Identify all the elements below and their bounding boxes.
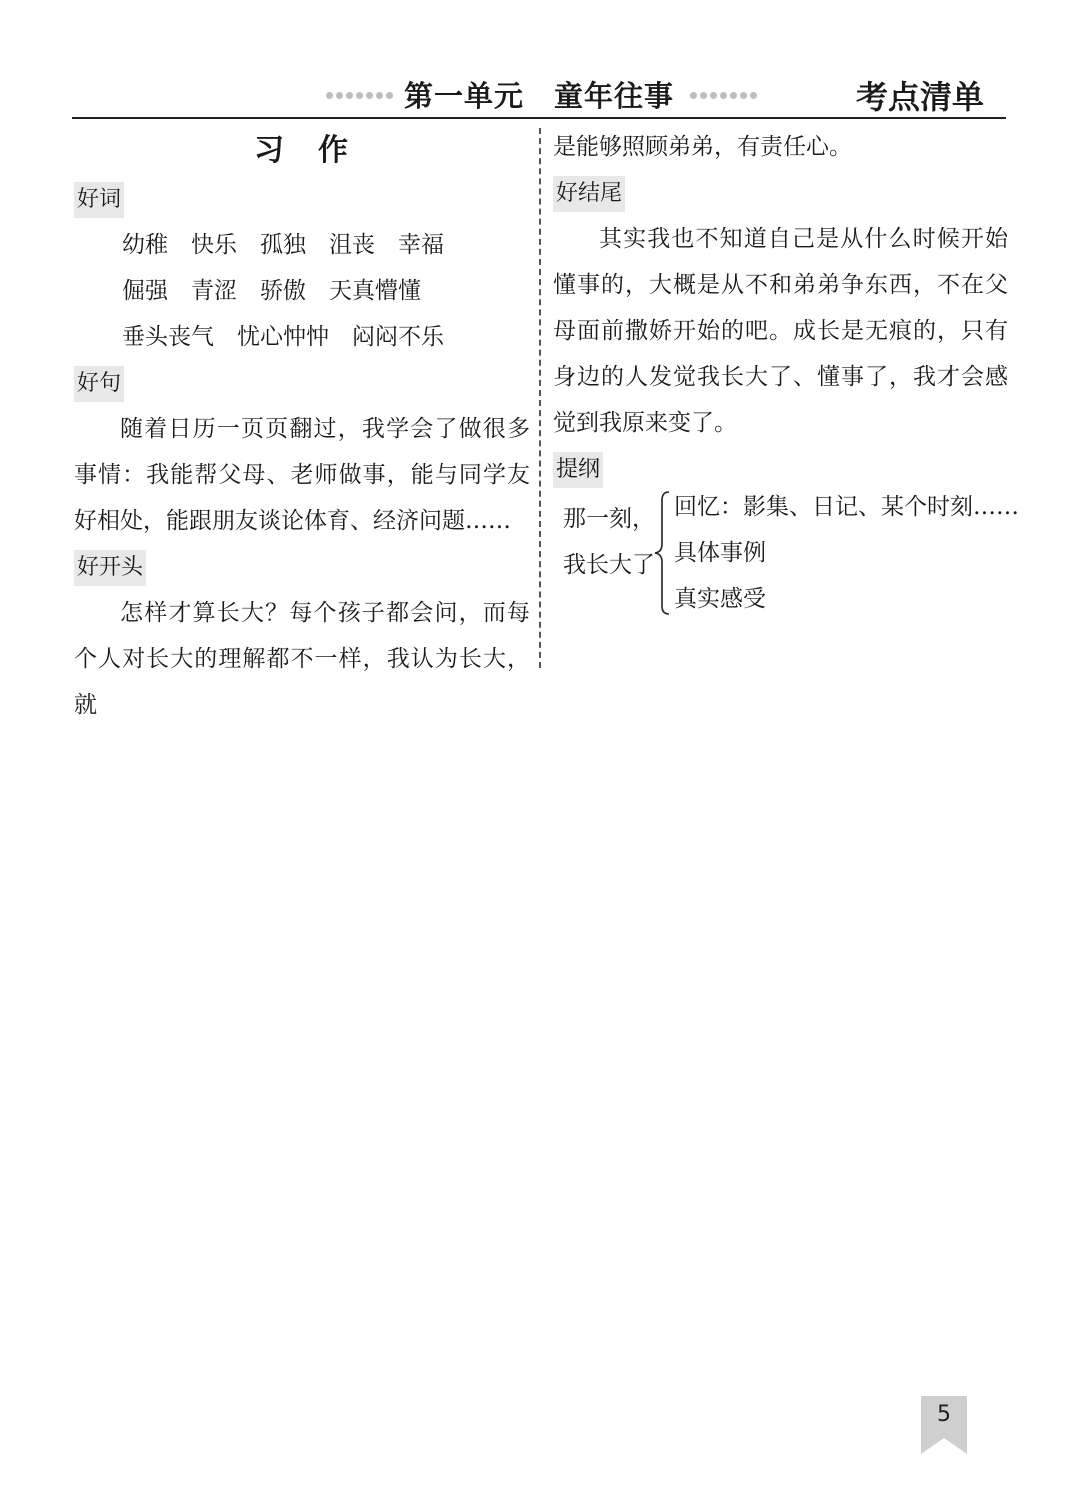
good-sentence-tag: 好句: [74, 366, 124, 402]
outline-root-line1: 那一刻，: [563, 506, 655, 532]
left-column: [74, 124, 530, 728]
section-label: 考点清单: [855, 78, 984, 116]
header-dots-left: [326, 92, 393, 100]
outline-root: [563, 496, 655, 588]
word-row: 幼稚 快乐 孤独 沮丧 幸福: [122, 232, 444, 258]
good-opening-continued: 是能够照顾弟弟，有责任心。: [553, 134, 852, 160]
header-rule: [72, 117, 1006, 119]
section-title: 习 作: [254, 133, 350, 168]
word-row: 垂头丧气 忧心忡忡 闷闷不乐: [122, 324, 444, 350]
good-ending-tag: 好结尾: [553, 176, 625, 212]
outline-tag: 提纲: [553, 452, 603, 488]
outline-item: 回忆：影集、日记、某个时刻……: [674, 494, 1019, 520]
good-sentence-text: 随着日历一页页翻过，我学会了做很多事情：我能帮父母、老师做事，能与同学友好相处，能跟朋友谈论体育、经济问题……: [74, 416, 530, 534]
page-number-tab: [921, 1396, 967, 1454]
word-row: 倔强 青涩 骄傲 天真懵懂: [122, 278, 421, 304]
good-opening-tag: 好开头: [74, 550, 146, 586]
page-header: [72, 70, 1006, 118]
outline-diagram: [553, 492, 1019, 652]
outline-items: [674, 484, 1019, 622]
outline-item: 真实感受: [674, 586, 766, 612]
good-words-tag: 好词: [74, 182, 124, 218]
outline-root-line2: 我长大了: [563, 552, 655, 578]
column-divider: [539, 128, 541, 668]
unit-title: 第一单元 童年往事: [404, 79, 675, 113]
header-dots-right: [690, 92, 757, 100]
right-column: [553, 124, 1019, 652]
good-ending-text: 其实我也不知道自己是从什么时候开始懂事的，大概是从不和弟弟争东西，不在父母面前撒娇开始的吧。成长是无痕的，只有身边的人发觉我长大了、懂事了，我才会感觉到我原来变了。: [553, 226, 1008, 436]
outline-item: 具体事例: [674, 540, 766, 566]
outline-brace: [653, 488, 673, 618]
page-number: 5: [937, 1402, 951, 1427]
good-opening-text: 怎样才算长大？每个孩子都会问，而每个人对长大的理解都不一样，我认为长大，就: [74, 600, 530, 718]
